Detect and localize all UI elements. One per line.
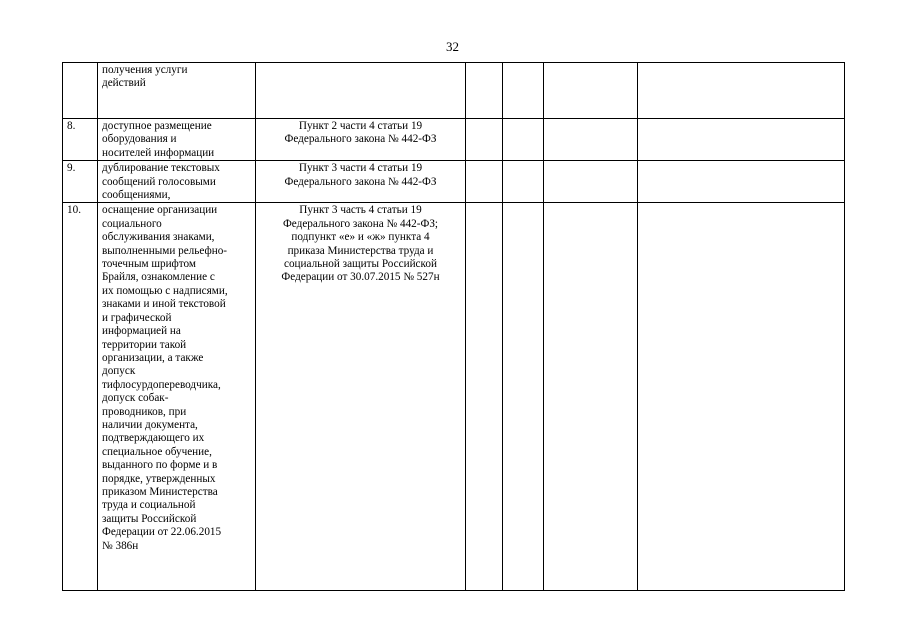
description-line: № 386н	[102, 539, 139, 552]
page-number: 32	[446, 39, 459, 54]
description-line: наличии документа,	[102, 418, 198, 431]
description-line: оборудования и	[102, 133, 177, 146]
row-number-cell	[63, 63, 98, 119]
empty-cell	[544, 203, 638, 591]
legal-basis-line: Пункт 2 части 4 статьи 19	[298, 120, 423, 132]
row-number-cell: 8.	[63, 119, 98, 161]
legal-basis-line: приказа Министерства труда и	[287, 244, 434, 257]
empty-cell	[638, 203, 845, 591]
description-line: знаками и иной текстовой	[102, 298, 226, 311]
legal-basis-cell	[256, 203, 466, 591]
legal-basis-line: Федерального закона № 442-ФЗ;	[282, 217, 439, 230]
requirement-description-cell	[98, 161, 256, 203]
table-row	[63, 161, 845, 203]
legal-basis-cell	[256, 161, 466, 203]
description-line: проводников, при	[102, 405, 187, 418]
description-line: допуск собак-	[102, 392, 169, 405]
description-line: приказом Министерства	[102, 485, 218, 498]
table-row	[63, 203, 845, 591]
description-line: дублирование текстовых	[102, 162, 220, 175]
description-line: организации, а также	[102, 351, 204, 364]
description-line: труда и социальной	[102, 499, 196, 512]
requirement-description-cell	[98, 119, 256, 161]
row-number-cell: 10.	[63, 203, 98, 591]
empty-cell	[638, 161, 845, 203]
description-line: Брайля, ознакомление с	[102, 271, 215, 284]
requirements-table	[62, 62, 845, 591]
description-line: выданного по форме и в	[102, 459, 218, 472]
description-line: обслуживания знаками,	[102, 231, 215, 244]
row-number-cell: 9.	[63, 161, 98, 203]
empty-cell	[544, 161, 638, 203]
description-line: информацией на	[102, 325, 181, 338]
description-line: оснащение организации	[102, 204, 218, 217]
empty-cell	[466, 203, 503, 591]
description-line: выполненными рельефно-	[102, 244, 228, 257]
description-line: допуск	[102, 365, 136, 378]
description-line: Федерации от 22.06.2015	[102, 526, 222, 539]
description-line: защиты Российской	[102, 512, 197, 525]
legal-basis-line: Федерального закона № 442-ФЗ	[284, 133, 437, 146]
description-line: порядке, утвержденных	[102, 472, 216, 485]
empty-cell	[544, 119, 638, 161]
empty-cell	[638, 119, 845, 161]
legal-basis-line: Пункт 3 части 4 статьи 19	[298, 162, 423, 175]
description-line: носителей информации	[102, 146, 215, 159]
description-line: специальное обучение,	[102, 445, 212, 458]
empty-cell	[544, 63, 638, 119]
description-line: точечным шрифтом	[102, 258, 197, 271]
legal-basis-cell	[256, 63, 466, 119]
legal-basis-line: Пункт 3 часть 4 статьи 19	[299, 204, 422, 217]
description-line: тифлосурдопереводчика,	[102, 378, 221, 391]
legal-basis-line: подпункт «е» и «ж» пункта 4	[291, 231, 430, 244]
requirement-description-cell	[98, 63, 256, 119]
legal-basis-line: Федерации от 30.07.2015 № 527н	[281, 271, 440, 284]
empty-cell	[466, 63, 503, 119]
description-line: сообщениями,	[102, 189, 171, 202]
description-line: социального	[102, 217, 162, 230]
empty-cell	[503, 161, 544, 203]
description-line: сообщений голосовыми	[102, 175, 216, 188]
legal-basis-line: социальной защиты Российской	[284, 258, 437, 271]
description-line: подтверждающего их	[102, 432, 205, 445]
description-line: их помощью с надписями,	[102, 284, 228, 297]
legal-basis-line: Федерального закона № 442-ФЗ	[284, 175, 437, 188]
empty-cell	[638, 63, 845, 119]
table-row	[63, 63, 845, 119]
description-line: действий	[102, 77, 146, 90]
empty-cell	[503, 63, 544, 119]
description-line: доступное размещение	[102, 120, 212, 132]
requirement-description-cell	[98, 203, 256, 591]
empty-cell	[503, 119, 544, 161]
description-line: и графической	[102, 311, 172, 324]
empty-cell	[466, 161, 503, 203]
legal-basis-cell	[256, 119, 466, 161]
empty-cell	[503, 203, 544, 591]
empty-cell	[466, 119, 503, 161]
description-line: территории такой	[102, 338, 187, 351]
table-row	[63, 119, 845, 161]
description-line: получения услуги	[102, 64, 188, 76]
